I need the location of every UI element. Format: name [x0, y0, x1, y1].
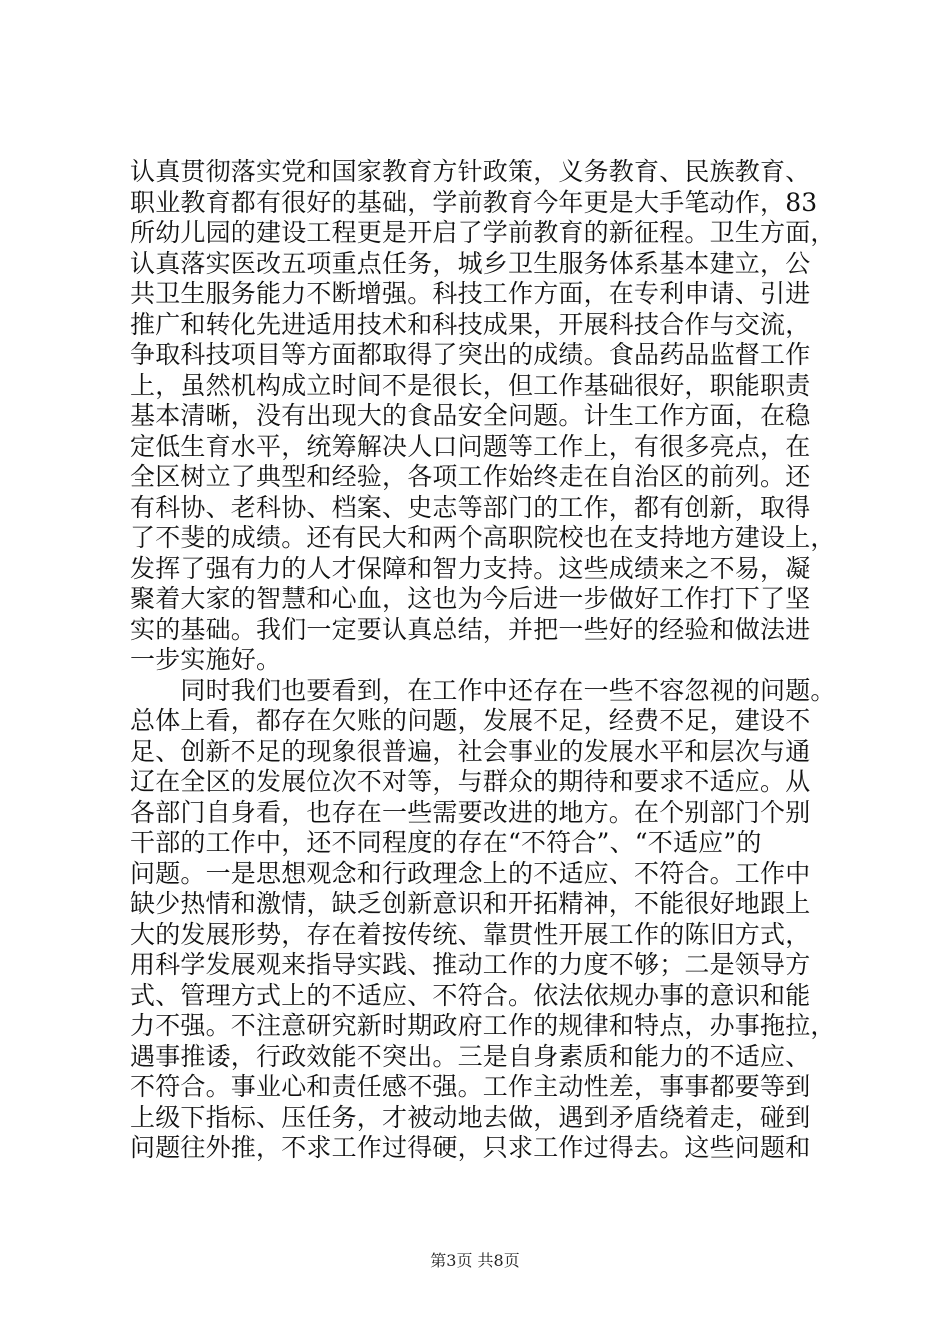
text-line: 全区树立了典型和经验，各项工作始终走在自治区的前列。还	[130, 462, 811, 491]
text-line: 力不强。不注意研究新时期政府工作的规律和特点，办事拖拉，	[130, 1011, 836, 1040]
text-line: 基本清晰，没有出现大的食品安全问题。计生工作方面，在稳	[130, 401, 811, 430]
text-line: 职业教育都有很好的基础，学前教育今年更是大手笔动作，83	[130, 187, 818, 217]
page-number-footer: 第3页 共8页	[430, 1251, 520, 1270]
text-line: 上，虽然机构成立时间不是很长，但工作基础很好，职能职责	[130, 370, 811, 400]
paragraph-start-line: 同时我们也要看到，在工作中还存在一些不容忽视的问题。	[130, 675, 836, 705]
text-line: 推广和转化先进适用技术和科技成果，开展科技合作与交流，	[130, 309, 811, 339]
text-line: 争取科技项目等方面都取得了突出的成绩。食品药品监督工作	[130, 340, 811, 369]
text-line: 辽在全区的发展位次不对等，与群众的期待和要求不适应。从	[130, 767, 811, 796]
text-line: 发挥了强有力的人才保障和智力支持。这些成绩来之不易，凝	[130, 553, 811, 583]
text-line: 各部门自身看，也存在一些需要改进的地方。在个别部门个别	[130, 797, 811, 827]
text-line: 认真落实医改五项重点任务，城乡卫生服务体系基本建立，公	[130, 248, 811, 278]
text-line: 问题往外推，不求工作过得硬，只求工作过得去。这些问题和	[130, 1133, 811, 1162]
text-line: 式、管理方式上的不适应、不符合。依法依规办事的意识和能	[130, 980, 811, 1010]
text-line: 缺少热情和激情，缺乏创新意识和开拓精神，不能很好地跟上	[130, 889, 811, 918]
body-text	[130, 157, 836, 1164]
text-line: 足、创新不足的现象很普遍，社会事业的发展水平和层次与通	[130, 736, 811, 766]
text-line: 定低生育水平，统筹解决人口问题等工作上，有很多亮点，在	[130, 431, 811, 461]
text-line: 大的发展形势，存在着按传统、靠贯性开展工作的陈旧方式，	[130, 919, 811, 949]
text-line: 认真贯彻落实党和国家教育方针政策，义务教育、民族教育、	[130, 157, 811, 186]
text-line: 总体上看，都存在欠账的问题，发展不足，经费不足，建设不	[130, 706, 811, 735]
text-line: 问题。一是思想观念和行政理念上的不适应、不符合。工作中	[130, 858, 811, 888]
text-line: 有科协、老科协、档案、史志等部门的工作，都有创新，取得	[130, 492, 811, 522]
text-line: 用科学发展观来指导实践、推动工作的力度不够；二是领导方	[130, 950, 811, 979]
text-line: 了不斐的成绩。还有民大和两个高职院校也在支持地方建设上，	[130, 523, 836, 552]
text-line: 聚着大家的智慧和心血，这也为今后进一步做好工作打下了坚	[130, 584, 811, 613]
text-line: 上级下指标、压任务，才被动地去做，遇到矛盾绕着走，碰到	[130, 1102, 811, 1132]
text-line: 干部的工作中，还不同程度的存在“不符合”、“不适应”的	[130, 828, 762, 857]
text-line: 不符合。事业心和责任感不强。工作主动性差，事事都要等到	[130, 1072, 811, 1101]
text-line: 共卫生服务能力不断增强。科技工作方面，在专利申请、引进	[130, 279, 811, 308]
text-line: 所幼儿园的建设工程更是开启了学前教育的新征程。卫生方面，	[130, 218, 836, 247]
text-line: 遇事推诿，行政效能不突出。三是自身素质和能力的不适应、	[130, 1041, 811, 1071]
text-line: 实的基础。我们一定要认真总结，并把一些好的经验和做法进	[130, 614, 811, 644]
text-line: 一步实施好。	[130, 645, 282, 674]
